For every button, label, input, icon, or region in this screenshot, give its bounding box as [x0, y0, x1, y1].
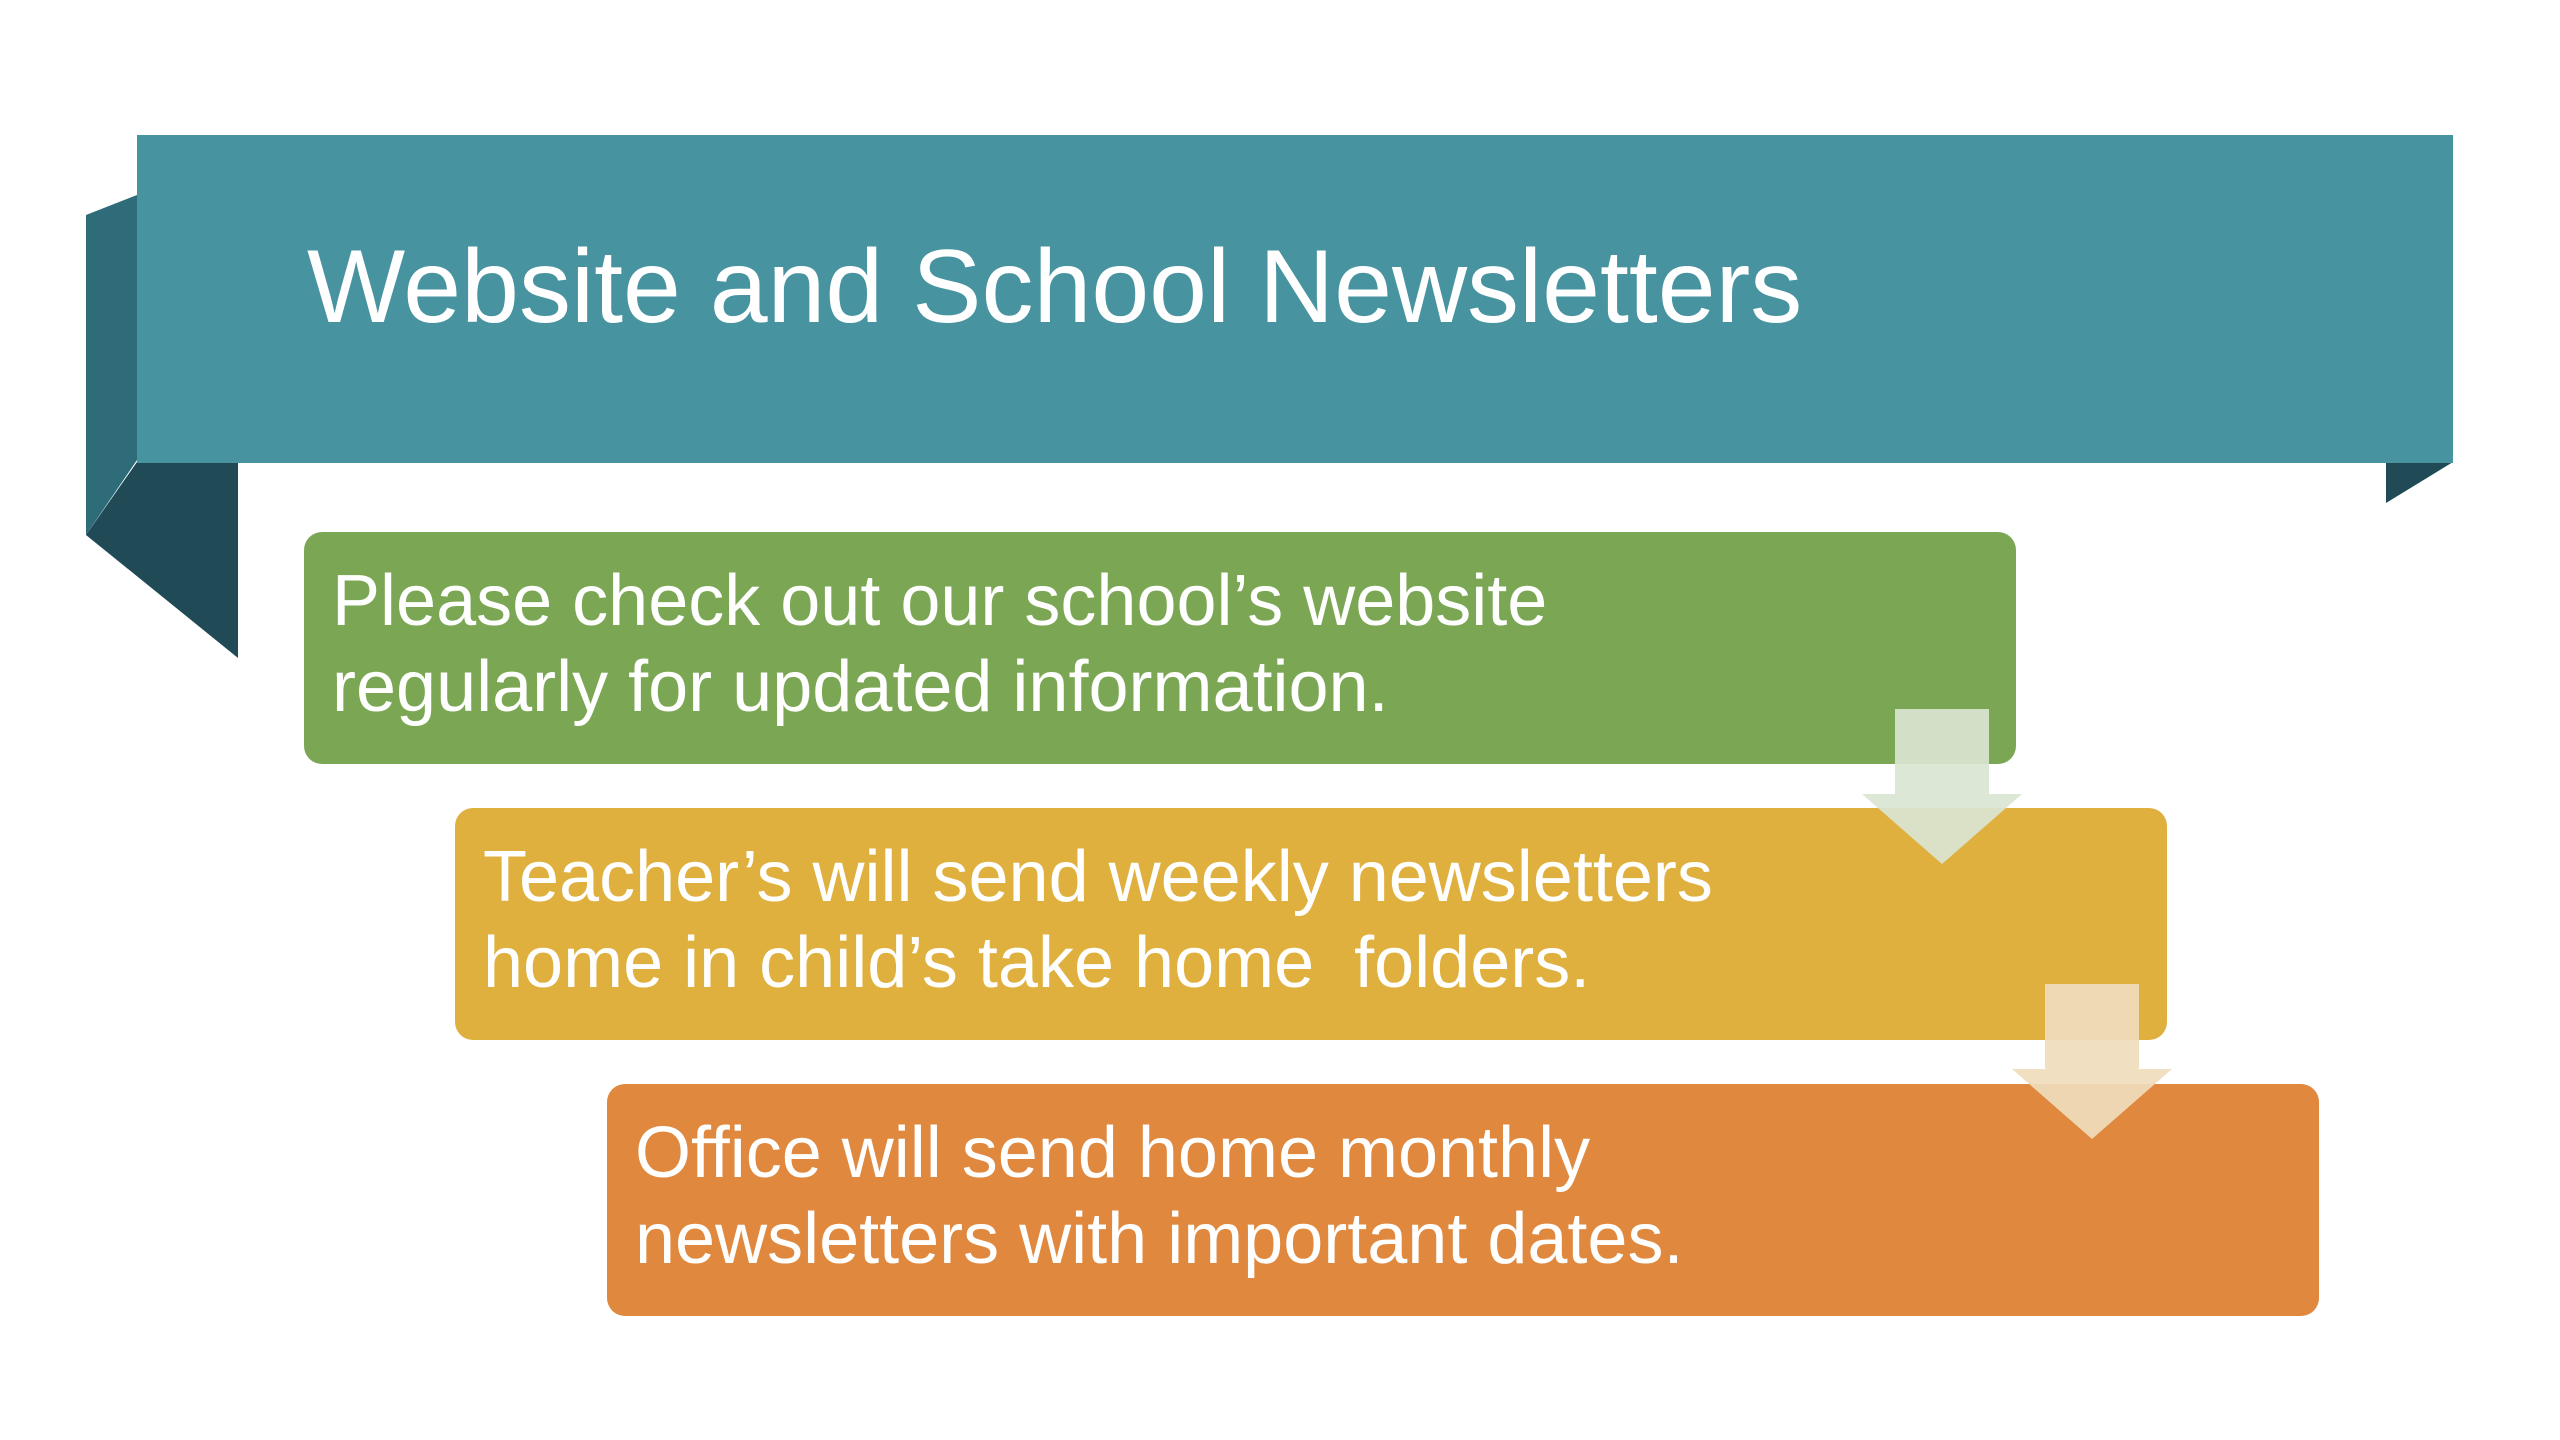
slide-title: Website and School Newsletters — [307, 229, 1803, 345]
down-arrow-icon — [1862, 709, 2022, 864]
ribbon-right-fold — [2386, 462, 2453, 503]
step-box-website — [304, 532, 2016, 764]
down-arrow-icon — [2012, 984, 2172, 1139]
step-text-monthly-newsletters: Office will send home monthly newsletters with important dates. — [635, 1113, 1684, 1279]
step-text-website: Please check out our school’s website regularly for updated information. — [332, 561, 1548, 727]
ribbon-left-fold — [86, 462, 238, 658]
step-text-weekly-newsletters: Teacher’s will send weekly newsletters home in child’s take home folders. — [483, 837, 1713, 1003]
ribbon-left-tail — [86, 195, 137, 535]
